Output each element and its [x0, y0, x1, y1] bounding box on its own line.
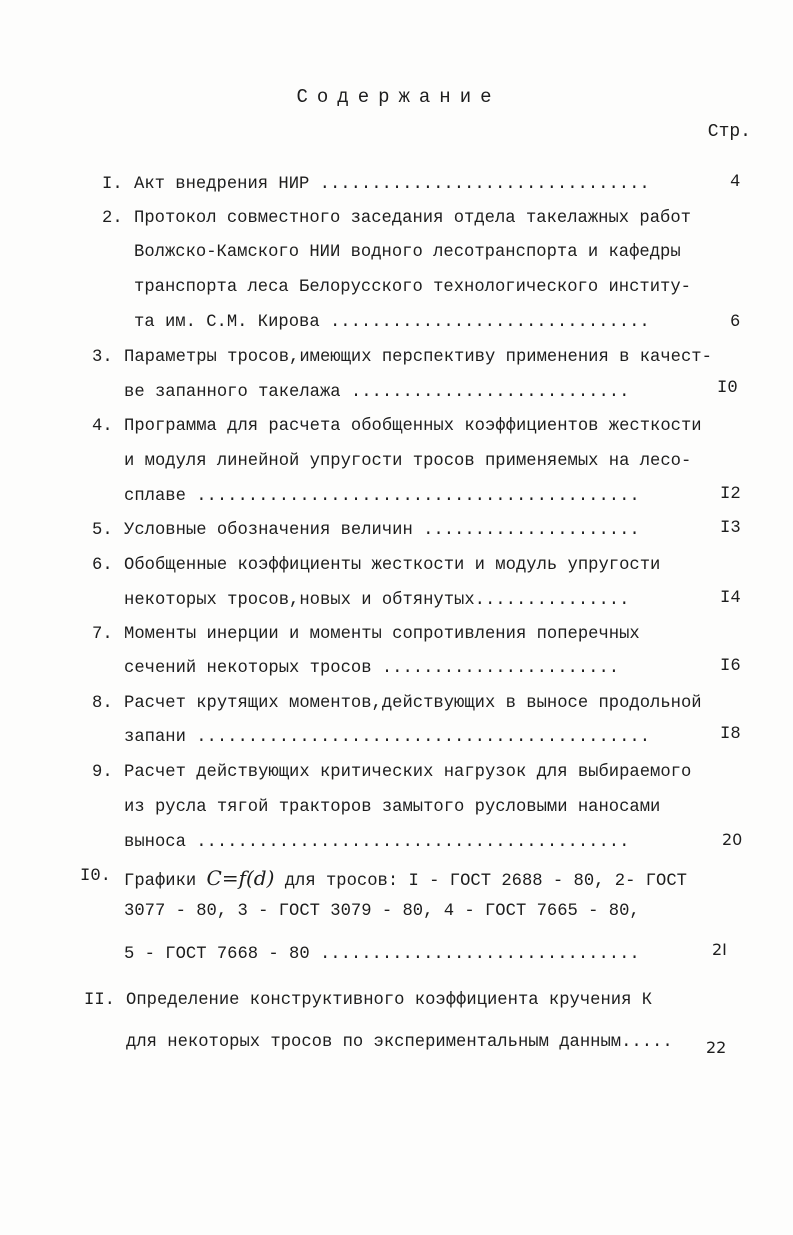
- entry-7-line-2: сечений некоторых тросов .......................: [124, 659, 620, 678]
- entry-11-line-1: Определение конструктивного коэффициента кручения К: [126, 991, 653, 1010]
- entry-8-page: I8: [720, 725, 741, 744]
- entry-10-line-2: 3077 - 80, 3 - ГОСТ 3079 - 80, 4 - ГОСТ 7665 - 80,: [124, 902, 640, 921]
- entry-1-page: 4: [730, 173, 741, 192]
- entry-5-number: 5.: [92, 521, 113, 540]
- entry-2-line-1: Протокол совместного заседания отдела такелажных работ: [134, 209, 691, 228]
- entry-1-line-1: Акт внедрения НИР ................................: [134, 175, 650, 194]
- entry-9-line-2: из русла тягой тракторов замытого русловыми наносами: [124, 798, 661, 817]
- entry-4-page: I2: [720, 485, 741, 504]
- page-column-label: Стр.: [707, 122, 751, 142]
- entry-8-line-2: запани ............................................: [124, 728, 651, 747]
- entry-6-line-2: некоторых тросов,новых и обтянутых...............: [124, 591, 630, 610]
- entry-9-line-1: Расчет действующих критических нагрузок для выбираемого: [124, 763, 692, 782]
- entry-4-line-2: и модуля линейной упругости тросов применяемых на лесо-: [124, 452, 692, 471]
- entry-7-line-1: Моменты инерции и моменты сопротивления поперечных: [124, 625, 640, 644]
- entry-9-line-3: выноса ..........................................: [124, 833, 630, 852]
- entry-4-line-3: сплаве ...........................................: [124, 487, 640, 506]
- entry-10-formula: C=f(d): [206, 866, 275, 890]
- entry-10-line-1: [124, 868, 687, 890]
- entry-3-line-2: ве запанного такелажа ...........................: [124, 383, 630, 402]
- entry-2-line-3: транспорта леса Белорусского технологического институ-: [134, 278, 691, 297]
- entry-9-page: 20: [722, 830, 743, 849]
- entry-6-number: 6.: [92, 556, 113, 575]
- entry-2-page: 6: [730, 313, 741, 332]
- entry-4-number: 4.: [92, 417, 113, 436]
- entry-8-number: 8.: [92, 694, 113, 713]
- entry-10-suffix: для тросов: I - ГОСТ 2688 - 80, 2- ГОСТ: [284, 872, 687, 891]
- entry-3-line-1: Параметры тросов,имеющих перспективу применения в качест-: [124, 348, 712, 367]
- entry-5-page: I3: [720, 519, 741, 538]
- entry-2-line-4: та им. С.М. Кирова ...............................: [134, 313, 650, 332]
- entry-11-number: II.: [84, 991, 115, 1010]
- entry-3-number: 3.: [92, 348, 113, 367]
- entry-9-number: 9.: [92, 763, 113, 782]
- entry-10-number: I0.: [80, 867, 111, 886]
- entry-5-line-1: Условные обозначения величин .....................: [124, 521, 640, 540]
- entry-6-page: I4: [720, 589, 741, 608]
- entry-10-line-3: 5 - ГОСТ 7668 - 80 ...............................: [124, 945, 640, 964]
- page-heading: Содержание: [296, 86, 501, 108]
- entry-11-line-2: для некоторых тросов по экспериментальным данным.....: [126, 1033, 673, 1052]
- entry-2-number: 2.: [102, 209, 123, 228]
- entry-10-prefix: Графики: [124, 872, 197, 891]
- entry-7-number: 7.: [92, 625, 113, 644]
- entry-4-line-1: Программа для расчета обобщенных коэффициентов жесткости: [124, 417, 702, 436]
- entry-8-line-1: Расчет крутящих моментов,действующих в выносе продольной: [124, 694, 702, 713]
- entry-6-line-1: Обобщенные коэффициенты жесткости и модуль упругости: [124, 556, 661, 575]
- entry-2-line-2: Волжско-Камского НИИ водного лесотранспорта и кафедры: [134, 243, 681, 262]
- entry-7-page: I6: [720, 657, 741, 676]
- entry-11-page: 22: [706, 1038, 727, 1057]
- entry-10-page: 2I: [712, 940, 727, 959]
- entry-1-number: I.: [102, 175, 123, 194]
- entry-3-page: I0: [717, 379, 738, 398]
